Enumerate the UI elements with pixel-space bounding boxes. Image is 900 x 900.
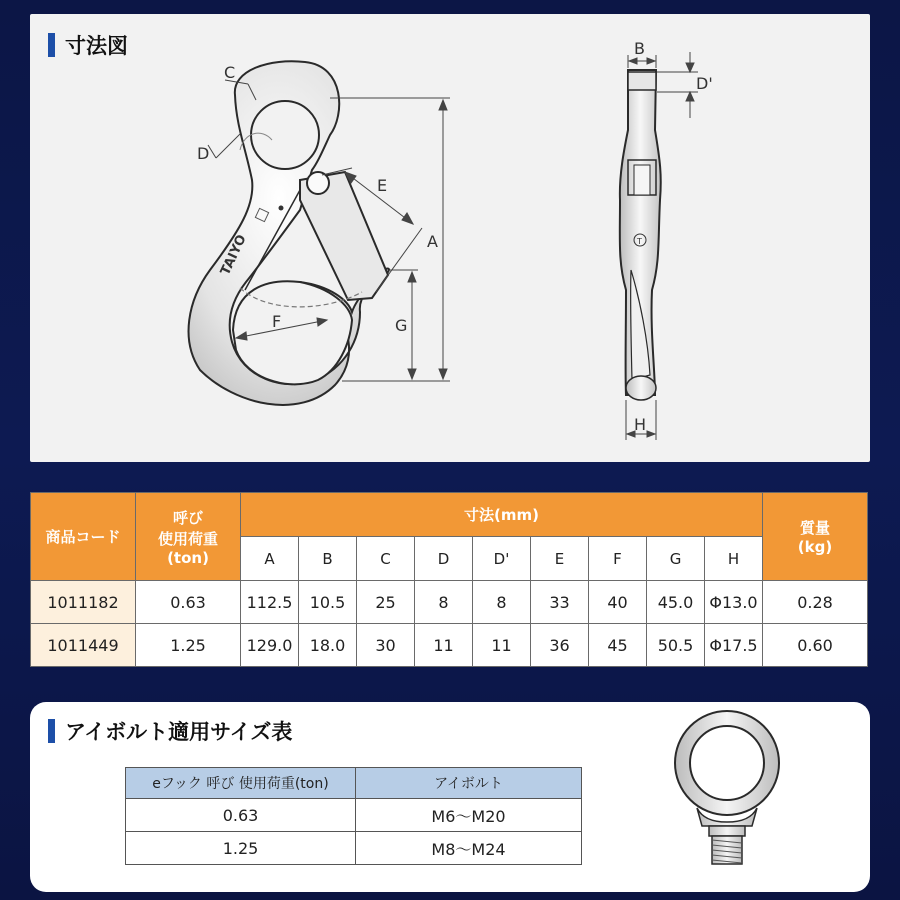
spec-table xyxy=(30,492,868,667)
title-accent-bar xyxy=(48,719,55,743)
header-dim-d: D xyxy=(415,537,473,581)
cell-dim-d: 11 xyxy=(415,624,473,667)
cell-dim-c: 30 xyxy=(357,624,415,667)
header-dim-c: C xyxy=(357,537,415,581)
cell-dim-e: 36 xyxy=(531,624,589,667)
dimension-d-prime xyxy=(657,52,698,118)
header-weight-line2: (kg) xyxy=(797,538,833,556)
cell-dim-d-prime: 8 xyxy=(473,581,531,624)
header-product-code: 商品コード xyxy=(31,493,136,581)
header-nominal-line3: (ton) xyxy=(167,548,209,567)
cell-dim-f: 45 xyxy=(589,624,647,667)
cell-dim-h: Φ13.0 xyxy=(705,581,763,624)
section-title-text: 寸法図 xyxy=(65,34,128,58)
cell-dim-a: 129.0 xyxy=(241,624,299,667)
header-dim-f: F xyxy=(589,537,647,581)
eyebolt-header-load: eフック 呼び 使用荷重(ton) xyxy=(126,768,356,799)
leader-d xyxy=(208,134,240,158)
cell-dim-a: 112.5 xyxy=(241,581,299,624)
header-dim-a: A xyxy=(241,537,299,581)
table-row xyxy=(126,799,582,832)
cell-code: 1011182 xyxy=(31,581,136,624)
header-dim-d-prime: D' xyxy=(473,537,531,581)
cell-load: 0.63 xyxy=(136,581,241,624)
cell-dim-h: Φ17.5 xyxy=(705,624,763,667)
cell-dim-f: 40 xyxy=(589,581,647,624)
table-row xyxy=(31,624,868,667)
cell-dim-b: 18.0 xyxy=(299,624,357,667)
dim-label-e: E xyxy=(377,176,388,195)
cell-dim-d-prime: 11 xyxy=(473,624,531,667)
header-nominal-line2: 使用荷重 xyxy=(157,529,218,548)
eyebolt-cell-bolt: M6～M20 xyxy=(356,799,582,832)
header-dim-h: H xyxy=(705,537,763,581)
eyebolt-table xyxy=(125,767,582,865)
header-nominal-load xyxy=(136,493,241,581)
dim-label-h: H xyxy=(634,415,647,434)
eyebolt-cell-load: 0.63 xyxy=(126,799,356,832)
section-title-eyebolt xyxy=(48,716,292,746)
dim-label-d: D xyxy=(197,144,210,163)
cell-dim-b: 10.5 xyxy=(299,581,357,624)
cell-dim-g: 45.0 xyxy=(647,581,705,624)
header-dim-e: E xyxy=(531,537,589,581)
header-nominal-line1: 呼び xyxy=(172,508,203,527)
cell-dim-d: 8 xyxy=(415,581,473,624)
table-row xyxy=(126,832,582,865)
header-weight xyxy=(763,493,868,581)
cell-dim-c: 25 xyxy=(357,581,415,624)
header-dim-g: G xyxy=(647,537,705,581)
cell-weight: 0.28 xyxy=(763,581,868,624)
section-title-text: アイボルト適用サイズ表 xyxy=(65,720,293,744)
dim-label-b: B xyxy=(634,39,645,58)
cell-dim-e: 33 xyxy=(531,581,589,624)
dim-label-g: G xyxy=(395,316,408,335)
cell-dim-g: 50.5 xyxy=(647,624,705,667)
dim-label-a: A xyxy=(427,232,438,251)
header-dimensions: 寸法(mm) xyxy=(241,493,763,537)
hook-front-view xyxy=(189,61,389,405)
cell-weight: 0.60 xyxy=(763,624,868,667)
header-dim-b: B xyxy=(299,537,357,581)
dim-label-c: C xyxy=(224,63,236,82)
cell-code: 1011449 xyxy=(31,624,136,667)
side-mark: T xyxy=(637,237,642,246)
hook-side-view xyxy=(620,70,661,400)
cell-load: 1.25 xyxy=(136,624,241,667)
dim-label-f: F xyxy=(272,312,282,331)
eyebolt-cell-load: 1.25 xyxy=(126,832,356,865)
dim-label-d-prime: D' xyxy=(696,74,713,93)
header-weight-line1: 質量 xyxy=(799,519,830,537)
brand-imprint: TAIYO xyxy=(218,232,250,278)
table-row xyxy=(31,581,868,624)
eyebolt-cell-bolt: M8～M24 xyxy=(356,832,582,865)
eyebolt-header-bolt: アイボルト xyxy=(356,768,582,799)
